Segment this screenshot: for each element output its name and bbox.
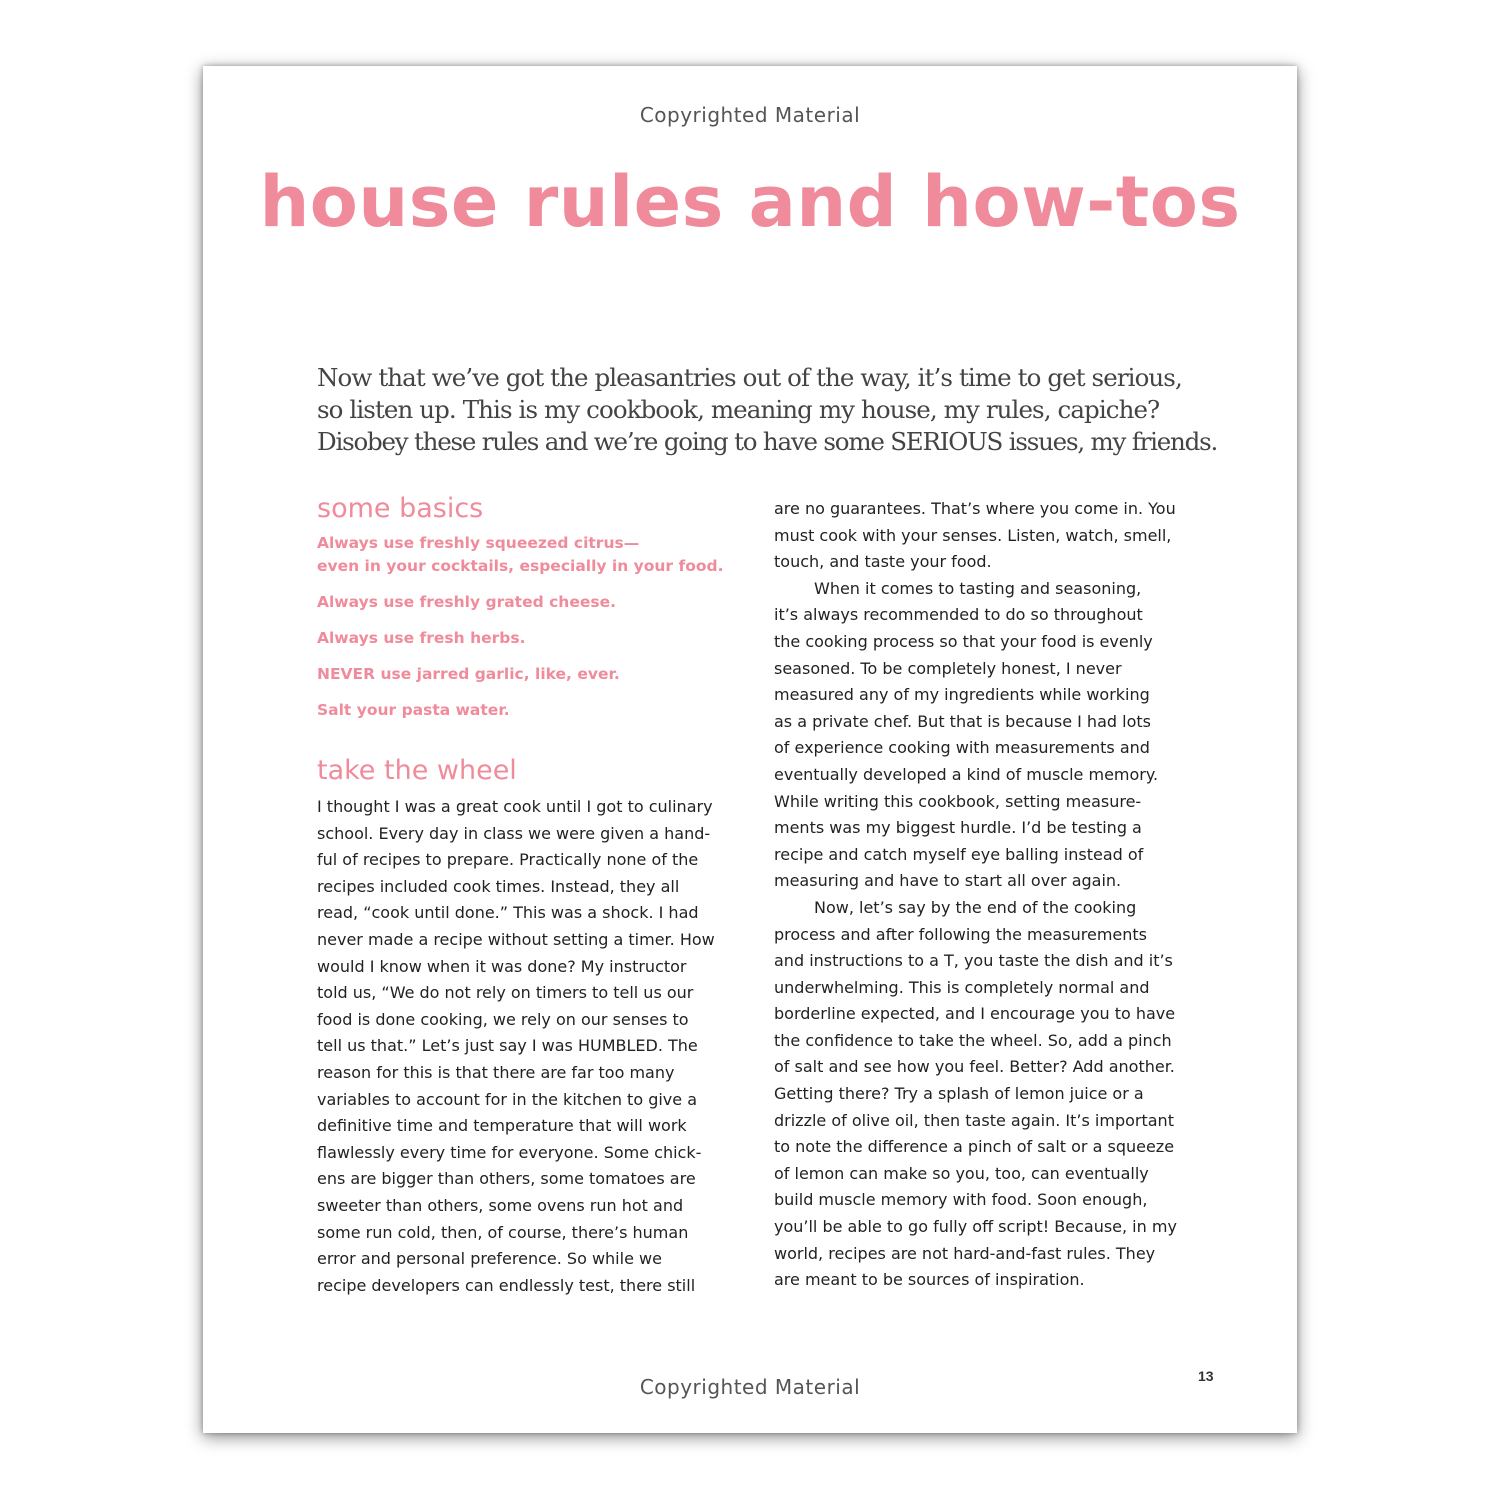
body-line: food is done cooking, we rely on our senses to	[317, 1009, 689, 1029]
basics-heading: some basics	[317, 493, 484, 524]
body-line: variables to account for in the kitchen to give a	[317, 1089, 697, 1109]
basics-item	[317, 699, 747, 722]
body-line: seasoned. To be completely honest, I never	[774, 658, 1122, 678]
body-line: When it comes to tasting and seasoning,	[814, 578, 1142, 598]
basics-item-line: Always use freshly squeezed citrus—	[317, 534, 640, 552]
body-line: must cook with your senses. Listen, watch, smell,	[774, 525, 1172, 545]
body-line: Now, let’s say by the end of the cooking	[814, 897, 1137, 917]
intro-line: so listen up. This is my cookbook, meaning my house, my rules, capiche?	[317, 395, 1160, 424]
body-line: definitive time and temperature that will work	[317, 1116, 687, 1136]
page-title: house rules and how-tos	[259, 161, 1241, 243]
body-line: tell us that.” Let’s just say I was HUMBLED. The	[317, 1036, 698, 1056]
body-line: recipes included cook times. Instead, they all	[317, 876, 680, 896]
body-line: school. Every day in class we were given a hand-	[317, 823, 711, 843]
basics-list	[317, 532, 747, 722]
book-page	[203, 66, 1297, 1433]
body-line: you’ll be able to go fully off script! Because, in my	[774, 1217, 1177, 1237]
body-line: build muscle memory with food. Soon enough,	[774, 1190, 1148, 1210]
body-line: to note the difference a pinch of salt or a squeeze	[774, 1137, 1175, 1157]
wheel-body-left	[317, 794, 747, 1299]
body-line: While writing this cookbook, setting measure-	[774, 791, 1142, 811]
intro-paragraph	[317, 362, 1217, 458]
basics-item	[317, 532, 747, 578]
body-line: world, recipes are not hard-and-fast rules. They	[774, 1243, 1156, 1263]
body-line: borderline expected, and I encourage you to have	[774, 1004, 1176, 1024]
body-line: never made a recipe without setting a timer. How	[317, 929, 715, 949]
body-line: error and personal preference. So while we	[317, 1249, 662, 1269]
wheel-body-right	[774, 496, 1210, 1294]
basics-item	[317, 663, 747, 686]
body-line: measuring and have to start all over again.	[774, 871, 1122, 891]
body-line: some run cold, then, of course, there’s human	[317, 1222, 689, 1242]
basics-item-line: Salt your pasta water.	[317, 701, 510, 719]
body-line: the cooking process so that your food is evenly	[774, 631, 1153, 651]
body-line: recipe developers can endlessly test, there still	[317, 1275, 696, 1295]
body-line: of lemon can make so you, too, can eventually	[774, 1163, 1149, 1183]
left-column	[317, 492, 747, 1299]
basics-item-line: Always use fresh herbs.	[317, 629, 526, 647]
body-line: are no guarantees. That’s where you come in. You	[774, 499, 1176, 518]
copyright-watermark-top: Copyrighted Material	[639, 103, 861, 127]
basics-item-line: Always use freshly grated cheese.	[317, 593, 616, 611]
intro-line: Disobey these rules and we’re going to have some SERIOUS issues, my friends.	[317, 427, 1218, 456]
body-line: sweeter than others, some ovens run hot and	[317, 1195, 684, 1215]
body-line: would I know when it was done? My instructor	[317, 956, 687, 976]
body-line: underwhelming. This is completely normal and	[774, 977, 1150, 997]
body-line: drizzle of olive oil, then taste again. It’s important	[774, 1110, 1174, 1130]
intro-line: Now that we’ve got the pleasantries out of the way, it’s time to get serious,	[317, 363, 1182, 392]
right-column	[774, 496, 1210, 1294]
body-line: flawlessly every time for everyone. Some chick-	[317, 1142, 702, 1162]
body-line: told us, “We do not rely on timers to tell us our	[317, 983, 694, 1003]
body-line: the confidence to take the wheel. So, add a pinch	[774, 1030, 1172, 1050]
wheel-heading: take the wheel	[317, 755, 517, 786]
body-line: it’s always recommended to do so throughout	[774, 605, 1143, 625]
body-line: of salt and see how you feel. Better? Add another.	[774, 1057, 1175, 1077]
body-line: measured any of my ingredients while working	[774, 685, 1150, 705]
body-line: recipe and catch myself eye balling instead of	[774, 844, 1144, 864]
body-line: ful of recipes to prepare. Practically none of the	[317, 850, 699, 870]
body-line: are meant to be sources of inspiration.	[774, 1270, 1085, 1290]
body-line: read, “cook until done.” This was a shock. I had	[317, 903, 699, 923]
body-line: reason for this is that there are far too many	[317, 1062, 675, 1082]
body-line: and instructions to a T, you taste the dish and it’s	[774, 951, 1173, 971]
body-line: process and after following the measurements	[774, 924, 1148, 944]
body-line: I thought I was a great cook until I got to culinary	[317, 797, 713, 816]
body-line: eventually developed a kind of muscle memory.	[774, 764, 1159, 784]
body-line: of experience cooking with measurements and	[774, 738, 1150, 758]
copyright-watermark-bottom: Copyrighted Material	[639, 1375, 861, 1399]
body-line: ments was my biggest hurdle. I’d be testing a	[774, 818, 1142, 838]
basics-item-line: NEVER use jarred garlic, like, ever.	[317, 665, 620, 683]
body-line: touch, and taste your food.	[774, 552, 992, 572]
body-line: as a private chef. But that is because I had lots	[774, 711, 1151, 731]
page-number: 13	[1198, 1368, 1214, 1384]
body-line: ens are bigger than others, some tomatoes are	[317, 1169, 696, 1189]
body-line: Getting there? Try a splash of lemon juice or a	[774, 1084, 1144, 1104]
basics-item	[317, 627, 747, 650]
basics-item	[317, 591, 747, 614]
basics-item-line: even in your cocktails, especially in your food.	[317, 557, 724, 575]
